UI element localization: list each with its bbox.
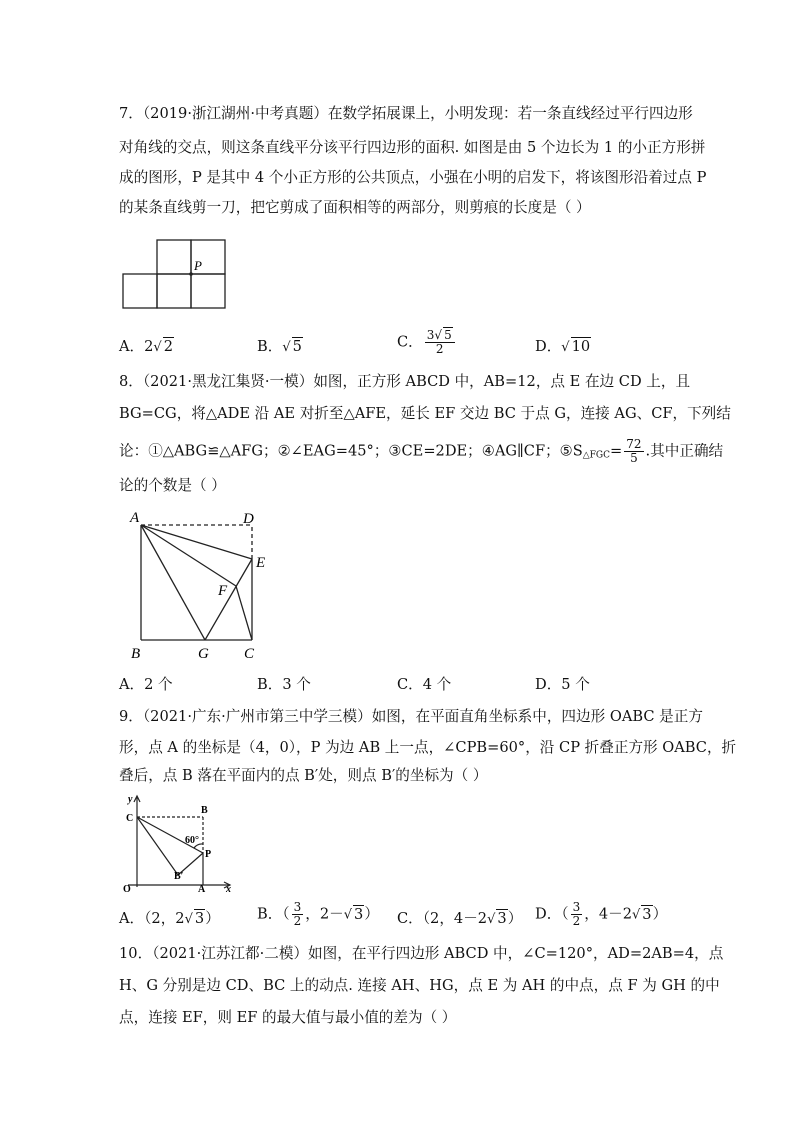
q9-option-b-fraction: $\frac{3}{2}$ <box>293 900 302 928</box>
q9-label-y: y <box>128 794 133 805</box>
q9-label-c: C <box>126 813 134 824</box>
q9-option-c: C．（2，4－2√ 3） <box>397 910 523 927</box>
q9-label-bprime: B′ <box>174 871 184 882</box>
q7-line-2: 对角线的交点，则这条直线平分该平行四边形的面积. 如图是由 5 个边长为 1 的小正方形拼 <box>119 139 706 156</box>
q9-label-b: B <box>201 805 208 816</box>
q8-option-d: D．5 个 <box>535 676 590 693</box>
q9-option-d-fraction: $\frac{3}{2}$ <box>572 900 581 928</box>
q10-line-2: H、G 分别是边 CD、BC 上的动点. 连接 AH、HG，点 E 为 AH 的中点，点 F 为 GH 的中 <box>119 977 720 994</box>
q9-figure <box>118 793 238 895</box>
q8-label-d: D <box>243 511 254 527</box>
q8-line-3: 论：①△ABG≌△AFG；②∠EAG=45°；③CE=2DE；④AG∥CF；$⑤S_{\triangle FGC}=$ $\frac{72}{5}$ .其中正确结 <box>119 437 724 465</box>
q7-option-c: C． $\frac{3√ 5}{2}$ <box>397 329 457 356</box>
q9-line-1: 9．（2021·广东·广州市第三中学三模）如图，在平面直角坐标系中，四边形 OABC 是正方 <box>119 708 703 725</box>
q7-square-bottom-middle <box>157 274 191 308</box>
q7-line-3: 成的图形，P 是其中 4 个小正方形的公共顶点，小强在小明的启发下，将该图形沿着过点 P <box>119 169 707 186</box>
q8-label-b: B <box>131 646 141 662</box>
q7-option-b: B．√ 5 <box>257 338 302 355</box>
q8-line-fc <box>236 586 252 640</box>
q8-label-e: E <box>256 555 266 571</box>
q8-line-4: 论的个数是（ ） <box>119 477 226 494</box>
q7-figure <box>118 236 230 312</box>
q10-line-1: 10．（2021·江苏江都·二模）如图，在平行四边形 ABCD 中，∠C=120°，AD=2AB=4，点 <box>119 945 724 962</box>
q9-label-x: x <box>226 884 231 895</box>
q7-line-1: 7．（2019·浙江湖州·中考真题）在数学拓展课上，小明发现：若一条直线经过平行四边形 <box>119 105 693 122</box>
q7-square-top-left <box>157 240 191 274</box>
q7-label-p: P <box>194 258 202 273</box>
q9-label-a: A <box>198 884 206 895</box>
q7-line-4: 的某条直线剪一刀，把它剪成了面积相等的两部分，则剪痕的长度是（ ） <box>119 199 591 216</box>
q8-label-g: G <box>198 646 209 662</box>
q8-line-1: 8．（2021·黑龙江集贤·一模）如图，正方形 ABCD 中，AB=12，点 E 在边 CD 上，且 <box>119 373 691 390</box>
q7-option-c-fraction: $\frac{3√ 5}{2}$ <box>425 329 455 356</box>
q8-figure <box>128 506 274 664</box>
q9-label-o: O <box>123 884 131 895</box>
q8-label-f: F <box>218 583 228 599</box>
q8-line-2: BG=CG，将△ADE 沿 AE 对折至△AFE，延长 EF 交边 BC 于点 G，连接 AG、CF，下列结 <box>119 405 731 422</box>
q10-line-3: 点，连接 EF，则 EF 的最大值与最小值的差为（ ） <box>119 1009 457 1026</box>
q7-point-p <box>189 272 193 276</box>
q8-label-c: C <box>244 646 255 662</box>
q9-option-d: D．（ $\frac{3}{2}$ ，4－2√ 3） <box>535 900 668 928</box>
q8-option-c: C．4 个 <box>397 676 452 693</box>
q8-line-af <box>141 525 236 586</box>
q9-line-cbp <box>137 817 178 875</box>
q7-option-a: A．2√ 2 <box>119 338 174 355</box>
q7-option-d: D．√ 10 <box>535 338 591 355</box>
q8-label-a: A <box>130 510 140 526</box>
q9-option-a: A．（2，2√ 3） <box>119 910 220 927</box>
q7-square-bottom-left <box>123 274 157 308</box>
q9-label-p: P <box>205 849 212 860</box>
q8-option-a: A．2 个 <box>119 676 173 693</box>
q9-line-3: 叠后，点 B 落在平面内的点 B′处，则点 B′的坐标为（ ） <box>119 767 488 784</box>
q8-fraction: $\frac{72}{5}$ <box>626 437 642 465</box>
q7-square-bottom-right <box>191 274 225 308</box>
q8-option-b: B．3 个 <box>257 676 311 693</box>
q9-line-2: 形，点 A 的坐标是（4，0），P 为边 AB 上一点，∠CPB=60°，沿 CP 折叠正方形 OABC，折 <box>119 739 737 756</box>
q9-option-b: B．（ $\frac{3}{2}$ ，2－√ 3） <box>257 900 379 928</box>
q9-label-angle: 60° <box>185 835 199 846</box>
